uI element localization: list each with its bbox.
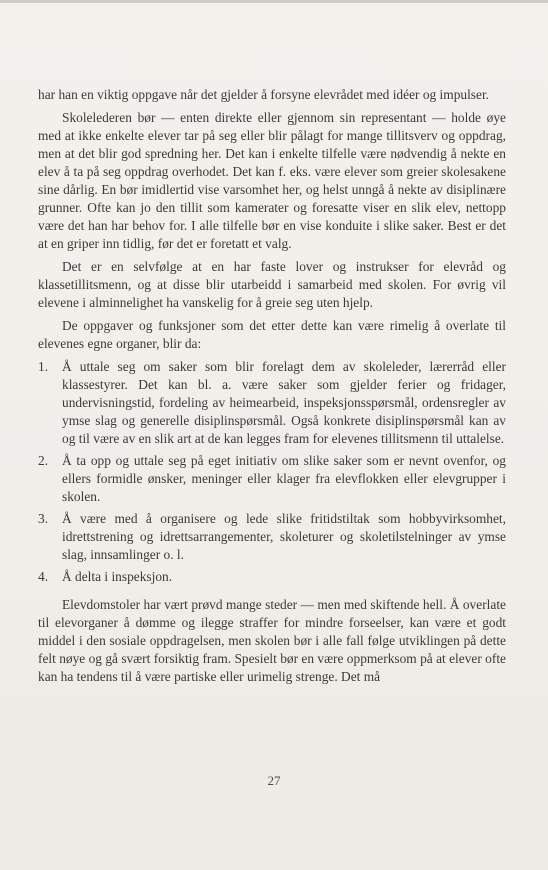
task-list	[38, 358, 506, 586]
paragraph-oppgaver-intro: De oppgaver og funksjoner som det etter dette kan være rimelig å overlate til elevenes egne organer, blir da:	[38, 318, 506, 351]
list-item-number: 1.	[38, 359, 49, 374]
list-item-text: Å delta i inspeksjon.	[62, 569, 173, 584]
list-item-number: 2.	[38, 453, 49, 468]
list-item-number: 4.	[38, 569, 49, 584]
page-top-edge	[0, 0, 548, 3]
list-item-number: 3.	[38, 511, 49, 526]
paragraph-skolelederen: Skolelederen bør — enten direkte eller gjennom sin representant — holde øye med at ikke enkelte elever tar på seg eller blir pålagt for mange tillitsverv og oppdrag, men at det blir god spredning her. Det kan i enkelte tilfelle være nødvendig å nekte en elev å ta på seg oppdrag overhodet. Det kan f. eks. være elever som greier skolesakene sine dårlig. En bør imidlertid vise varsomhet her, og helst unngå å nekte av disiplinære grunner. Ofte kan jo den tillit som kamerater og foresatte viser en slik elev, nettopp være det han har behov for. I alle tilfelle bør en vise konduite i slike saker. Best er det at en griper inn tidlig, før det er foretatt et valg.	[38, 110, 506, 251]
list-item	[38, 452, 506, 506]
list-item	[38, 568, 506, 586]
paragraph-continuation: har han en viktig oppgave når det gjelder å forsyne elevrådet med idéer og impulser.	[38, 87, 490, 102]
list-item	[38, 358, 506, 448]
list-item	[38, 510, 506, 564]
list-item-text: Å ta opp og uttale seg på eget initiativ om slike saker som er nevnt ovenfor, og ellers formidle ønsker, meninger eller klager fra elevflokken eller elevgrupper i skolen.	[62, 453, 506, 504]
paragraph-lover-instrukser: Det er en selvfølge at en har faste lover og instrukser for elevråd og klassetillitsmenn, og at disse blir utarbeidd i samarbeid med skolen. For øvrig vil elevene i alminnelighet ha vanskelig for å greie seg uten hjelp.	[38, 259, 506, 310]
list-item-text: Å uttale seg om saker som blir forelagt dem av skoleleder, lærerråd eller klassestyrer. Det kan bl. a. være saker som gjelder ferier og fridager, undervisningstid, fordeling av heimearbeid, inspeksjonsspørsmål, ordensregler av ymse slag og generelle disiplinspørsmål. Også konkrete disiplinspørsmål kan av og til være av en slik art at de kan legges fram for elevenes tillitsmenn til uttalelse.	[62, 359, 506, 446]
body-text	[38, 86, 506, 691]
list-item-text: Å være med å organisere og lede slike fritidstiltak som hobbyvirksomhet, idrettstrening og idrettsarrangementer, skoleturer og skoletilstelninger av ymse slag, innsamlinger o. l.	[62, 511, 506, 562]
page-number: 27	[267, 773, 281, 788]
paragraph-elevdomstoler: Elevdomstoler har vært prøvd mange steder — men med skiftende hell. Å overlate til elevorganer å dømme og ilegge straffer for mindre forseelser, kan være et godt middel i den sosiale oppdragelsen, men skolen bør i alle fall følge utviklingen på dette felt nøye og gå svært forsiktig fram. Spesielt bør en være oppmerksom på at elever ofte kan ha tendens til å være partiske eller urimelig strenge. Det må	[38, 597, 506, 684]
